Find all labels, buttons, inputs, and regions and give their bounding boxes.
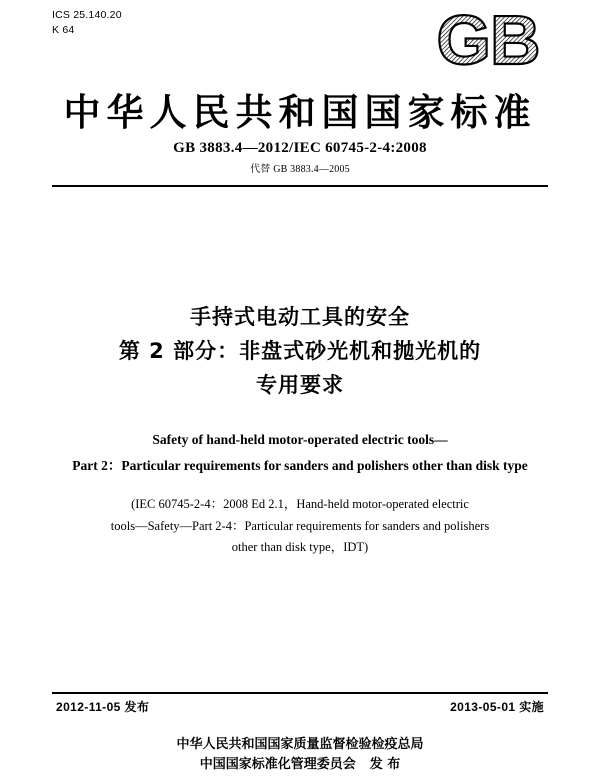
source-note-line-2: tools—Safety—Part 2-4：Particular requirements for sanders and polishers xyxy=(110,518,490,533)
source-note-line-3: other than disk type，IDT) xyxy=(231,540,369,554)
ics-code: ICS 25.140.20 xyxy=(52,9,122,21)
page-title: 中华人民共和国国家标准 xyxy=(63,91,537,134)
ccs-code: K 64 xyxy=(52,24,75,37)
english-title-line-2: Part 2：Particular requirements for sanders and polishers other than disk type xyxy=(72,458,528,474)
english-title xyxy=(40,427,560,480)
publisher-line-2: 中国国家标准化管理委员会 xyxy=(199,757,356,773)
chinese-title-line-3: 专用要求 xyxy=(256,373,344,398)
chinese-title-line-1: 手持式电动工具的安全 xyxy=(190,305,410,329)
divider-bottom xyxy=(52,692,548,694)
english-title-line-1: Safety of hand-held motor-operated electric tools— xyxy=(152,432,448,447)
ics-classification-block xyxy=(52,8,122,38)
chinese-title xyxy=(60,300,540,402)
gb-emblem-icon xyxy=(428,4,548,76)
divider-top xyxy=(52,185,548,187)
source-note-line-1: (IEC 60745-2-4：2008 Ed 2.1，Hand-held motor-operated electric xyxy=(131,497,469,511)
implementation-date: 2013-05-01 实施 xyxy=(450,700,544,714)
standard-number: GB 3883.4—2012/IEC 60745-2-4:2008 xyxy=(173,140,427,156)
publisher-block xyxy=(0,735,600,775)
source-standard-note xyxy=(60,494,540,559)
publisher-line-1: 中华人民共和国国家质量监督检验检疫总局 xyxy=(176,737,424,752)
svg-text:GB: GB xyxy=(436,4,540,76)
standard-replaces: 代替 GB 3883.4—2005 xyxy=(250,164,350,175)
chinese-title-line-2: 第 2 部分：非盘式砂光机和抛光机的 xyxy=(118,339,482,364)
issued-label: 发 布 xyxy=(369,757,401,773)
issue-date: 2012-11-05 发布 xyxy=(56,700,150,714)
